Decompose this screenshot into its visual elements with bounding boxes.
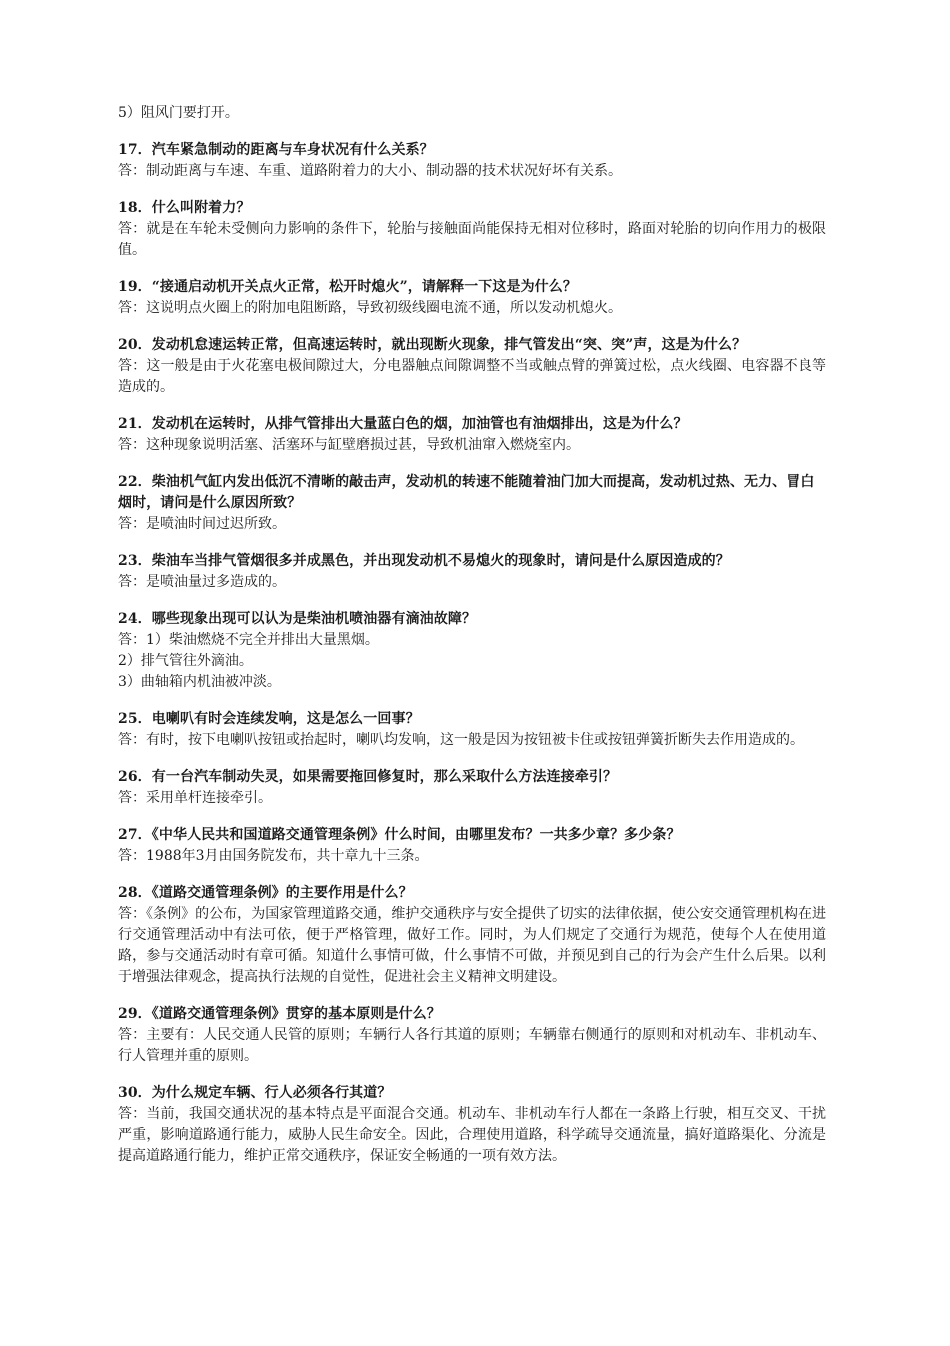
qa-item-29 [118, 1004, 826, 1067]
answer-subpoint: 2）排气管往外滴油。 [118, 653, 253, 669]
question: 18．什么叫附着力？ [118, 200, 251, 216]
answer: 答：1988年3月由国务院发布，共十章九十三条。 [118, 848, 429, 864]
answer: 答：主要有：人民交通人民管的原则；车辆行人各行其道的原则；车辆靠右侧通行的原则和对机动车、非机动车、行人管理并重的原则。 [118, 1027, 826, 1064]
answer: 答：当前，我国交通状况的基本特点是平面混合交通。机动车、非机动车行人都在一条路上行驶，相互交叉、干扰严重，影响道路通行能力，威胁人民生命安全。因此，合理使用道路，科学疏导交通流量，搞好道路渠化、分流是提高道路通行能力，维护正常交通秩序，保证安全畅通的一项有效方法。 [118, 1106, 826, 1164]
question: 30．为什么规定车辆、行人必须各行其道？ [118, 1085, 392, 1101]
answer: 答：这一般是由于火花塞电极间隙过大，分电器触点间隙调整不当或触点臂的弹簧过松，点火线圈、电容器不良等造成的。 [118, 358, 826, 395]
question: 24．哪些现象出现可以认为是柴油机喷油器有滴油故障？ [118, 611, 477, 627]
question: 26．有一台汽车制动失灵，如果需要拖回修复时，那么采取什么方法连接牵引？ [118, 769, 618, 785]
qa-item-22 [118, 472, 826, 535]
question: 25．电喇叭有时会连续发响，这是怎么一回事？ [118, 711, 420, 727]
answer: 答：《条例》的公布，为国家管理道路交通，维护交通秩序与安全提供了切实的法律依据，使公安交通管理机构在进行交通管理活动中有法可依，便于严格管理，做好工作。同时，为人们规定了交通行为规范，使每个人在使用道路，参与交通活动时有章可循。知道什么事情可做，什么事情不可做，并预见到自己的行为会产生什么后果。以利于增强法律观念，提高执行法规的自觉性，促进社会主义精神文明建设。 [118, 906, 826, 985]
answer: 答：采用单杆连接牵引。 [118, 790, 272, 806]
question: 23．柴油车当排气管烟很多并成黑色，并出现发动机不易熄火的现象时，请问是什么原因造成的？ [118, 553, 730, 569]
qa-item-27 [118, 825, 826, 867]
question: 19．“接通启动机开关点火正常，松开时熄火”，请解释一下这是为什么？ [118, 279, 577, 295]
answer: 答：1）柴油燃烧不完全并排出大量黑烟。 [118, 632, 379, 648]
answer: 答：这说明点火圈上的附加电阻断路，导致初级线圈电流不通，所以发动机熄火。 [118, 300, 622, 316]
answer: 答：制动距离与车速、车重、道路附着力的大小、制动器的技术状况好坏有关系。 [118, 163, 622, 179]
lead-line: 5）阻风门要打开。 [118, 105, 239, 121]
question: 20．发动机怠速运转正常，但高速运转时，就出现断火现象，排气管发出“突、突”声，这是为什么？ [118, 337, 747, 353]
answer: 答：就是在车轮未受侧向力影响的条件下，轮胎与接触面尚能保持无相对位移时，路面对轮胎的切向作用力的极限值。 [118, 221, 826, 258]
qa-item-17 [118, 140, 826, 182]
qa-item-24 [118, 609, 826, 693]
answer: 答：有时，按下电喇叭按钮或抬起时，喇叭均发响，这一般是因为按钮被卡住或按钮弹簧折断失去作用造成的。 [118, 732, 804, 748]
qa-item-21 [118, 414, 826, 456]
qa-item-18 [118, 198, 826, 261]
qa-item-26 [118, 767, 826, 809]
question: 17．汽车紧急制动的距离与车身状况有什么关系？ [118, 142, 434, 158]
document-page [118, 103, 826, 1183]
question: 28．《道路交通管理条例》的主要作用是什么？ [118, 885, 413, 901]
qa-item-19 [118, 277, 826, 319]
question: 29．《道路交通管理条例》贯穿的基本原则是什么？ [118, 1006, 441, 1022]
question: 27．《中华人民共和国道路交通管理条例》什么时间，由哪里发布？一共多少章？多少条？ [118, 827, 681, 843]
qa-item-25 [118, 709, 826, 751]
question: 22．柴油机气缸内发出低沉不清晰的敲击声，发动机的转速不能随着油门加大而提高，发动机过热、无力、冒白烟时，请问是什么原因所致？ [118, 474, 815, 511]
answer: 答：这种现象说明活塞、活塞环与缸壁磨损过甚，导致机油窜入燃烧室内。 [118, 437, 580, 453]
answer-subpoint: 3）曲轴箱内机油被冲淡。 [118, 674, 281, 690]
qa-item-20 [118, 335, 826, 398]
qa-item-23 [118, 551, 826, 593]
answer: 答：是喷油时间过迟所致。 [118, 516, 286, 532]
answer: 答：是喷油量过多造成的。 [118, 574, 286, 590]
qa-item-28 [118, 883, 826, 988]
qa-item-30 [118, 1083, 826, 1167]
question: 21．发动机在运转时，从排气管排出大量蓝白色的烟，加油管也有油烟排出，这是为什么？ [118, 416, 688, 432]
